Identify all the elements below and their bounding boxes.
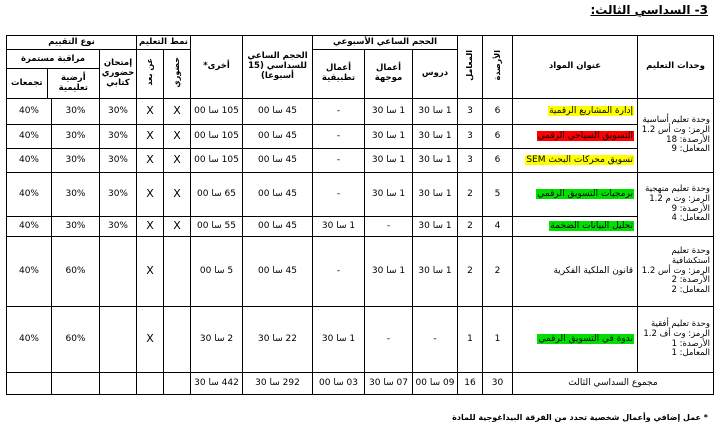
cell-semester: 22 سا 30	[243, 307, 313, 373]
cell-tp: 1 سا 30	[313, 217, 365, 237]
total-tp: 03 سا 00	[313, 373, 365, 395]
cell-td: 1 سا 30	[365, 149, 413, 173]
unit-line: المعامل: 9	[671, 144, 710, 155]
cell-lectures: 1 سا 30	[413, 99, 458, 125]
unit-line: المعامل: 4	[671, 213, 710, 224]
cell-exam: 40%	[7, 149, 52, 173]
unit-line: المعامل: 2	[671, 285, 710, 296]
cell-semester: 45 سا 00	[243, 99, 313, 125]
cell-platform: 30%	[52, 149, 100, 173]
subject-name: تحليل البيانات الضخمة	[550, 221, 633, 232]
cell-distance: X	[137, 99, 164, 125]
cell-platform: 60%	[52, 237, 100, 307]
footnote: * عمل إضافي وأعمال شخصية تحدد من الفرقة البيداغوجية للمادة	[452, 413, 708, 422]
cell-meetings	[100, 307, 137, 373]
cell-credits: 4	[483, 217, 513, 237]
table-row	[7, 125, 714, 149]
cell-distance: X	[137, 149, 164, 173]
header-presential: حضوري	[164, 50, 191, 99]
subject-cell	[513, 217, 638, 237]
header-exam: إمتحان حضوري كتابي	[100, 50, 137, 99]
total-td: 07 سا 30	[365, 373, 413, 395]
cell-exam: 40%	[7, 217, 52, 237]
unit-line: الرمز: وت أس 1.2	[641, 265, 710, 276]
cell-other: 105 سا 00	[191, 99, 243, 125]
total-lectures: 09 سا 00	[413, 373, 458, 395]
header-other: أخرى*	[191, 36, 243, 99]
header-meetings: تجمعات	[11, 77, 43, 88]
unit-line: الرمز: وت أف 1.2	[643, 328, 710, 339]
cell-presential	[164, 307, 191, 373]
cell-coef: 3	[458, 99, 483, 125]
header-weekly: الحجم الساعي الأسبوعي	[313, 36, 458, 50]
header-tp: أعمال تطبيقية	[313, 50, 365, 99]
cell-credits: 6	[483, 99, 513, 125]
table-row	[7, 173, 714, 217]
header-lectures: دروس	[413, 50, 458, 99]
cell-presential: X	[164, 99, 191, 125]
cell-distance: X	[137, 307, 164, 373]
unit-line: الأرصدة: 9	[671, 203, 710, 214]
cell-exam: 40%	[7, 307, 52, 373]
cell-coef: 2	[458, 237, 483, 307]
cell-tp: 1 سا 30	[313, 307, 365, 373]
subject-name: تسويق محركات البحث SEM	[526, 155, 633, 166]
header-credits: الأرصدة	[483, 36, 513, 99]
cell-td: 1 سا 30	[365, 99, 413, 125]
cell-credits: 6	[483, 125, 513, 149]
header-subjects: عنوان المواد	[513, 36, 638, 99]
unit-line: المعامل: 1	[671, 348, 710, 359]
cell-other: 105 سا 00	[191, 125, 243, 149]
cell-exam: 40%	[7, 125, 52, 149]
subject-cell	[513, 125, 638, 149]
cell-platform: 30%	[52, 99, 100, 125]
cell-distance: X	[137, 173, 164, 217]
unit-cell	[638, 173, 714, 237]
unit-line: الأرصدة: 2	[671, 275, 710, 286]
subject-name: إدارة المشاريع الرقمية	[549, 106, 633, 117]
total-credits: 30	[483, 373, 513, 395]
subject-name: ندوة في التسويق الرقمي	[538, 334, 633, 345]
table-row	[7, 307, 714, 373]
header-continuous: مراقبة مستمرة أرضية تعليمية تجمعات	[7, 50, 100, 99]
subject-cell	[513, 237, 638, 307]
cell-other: 5 سا 00	[191, 237, 243, 307]
unit-line: الرمز: وت أس 1.2	[641, 124, 710, 135]
table-row	[7, 99, 714, 125]
total-other: 442 سا 30	[191, 373, 243, 395]
header-platform: أرضية تعليمية	[47, 69, 99, 98]
cell-other: 105 سا 00	[191, 149, 243, 173]
cell-tp: -	[313, 173, 365, 217]
subject-name: التسويق السياحي الرقمي	[537, 131, 633, 142]
cell-presential: X	[164, 217, 191, 237]
cell-tp: -	[313, 99, 365, 125]
cell-meetings: 30%	[100, 149, 137, 173]
cell-td: 1 سا 30	[365, 237, 413, 307]
unit-cell	[638, 307, 714, 373]
table-body	[7, 99, 714, 373]
table-row	[7, 237, 714, 307]
cell-platform: 30%	[52, 125, 100, 149]
total-coef: 16	[458, 373, 483, 395]
cell-coef: 2	[458, 173, 483, 217]
unit-line: الرمز: وت م 1.2	[649, 193, 710, 204]
unit-line: الأرصدة: 1	[671, 338, 710, 349]
cell-tp: -	[313, 237, 365, 307]
cell-semester: 45 سا 00	[243, 149, 313, 173]
cell-distance: X	[137, 237, 164, 307]
cell-credits: 1	[483, 307, 513, 373]
cell-td: 1 سا 30	[365, 125, 413, 149]
cell-meetings: 30%	[100, 99, 137, 125]
subject-name: برمجيات التسويق الرقمي	[537, 189, 633, 200]
cell-tp: -	[313, 149, 365, 173]
cell-coef: 3	[458, 125, 483, 149]
header-distance: عن بعد	[137, 50, 164, 99]
total-semester: 292 سا 30	[243, 373, 313, 395]
table-row-total	[7, 373, 714, 395]
unit-cell	[638, 99, 714, 173]
cell-presential	[164, 237, 191, 307]
cell-coef: 1	[458, 307, 483, 373]
header-mode: نمط التعليم	[137, 36, 191, 50]
section-title: 3- السداسي الثالث:	[590, 3, 708, 17]
cell-distance: X	[137, 125, 164, 149]
total-label: مجموع السداسي الثالث	[513, 373, 714, 395]
cell-meetings: 30%	[100, 173, 137, 217]
unit-line: الأرصدة: 18	[666, 134, 710, 145]
cell-exam: 40%	[7, 173, 52, 217]
cell-lectures: 1 سا 30	[413, 149, 458, 173]
cell-exam: 40%	[7, 99, 52, 125]
cell-other: 55 سا 00	[191, 217, 243, 237]
cell-platform: 60%	[52, 307, 100, 373]
cell-semester: 45 سا 00	[243, 237, 313, 307]
cell-lectures: 1 سا 30	[413, 217, 458, 237]
cell-lectures: 1 سا 30	[413, 125, 458, 149]
header-coef: المعامل	[458, 36, 483, 99]
cell-lectures: 1 سا 30	[413, 237, 458, 307]
subject-cell	[513, 99, 638, 125]
cell-td: -	[365, 217, 413, 237]
cell-td: -	[365, 307, 413, 373]
cell-td: 1 سا 30	[365, 173, 413, 217]
cell-semester: 45 سا 00	[243, 173, 313, 217]
subject-cell	[513, 149, 638, 173]
header-semester: الحجم الساعي للسداسي (15 أسبوعا)	[243, 36, 313, 99]
cell-platform: 30%	[52, 217, 100, 237]
cell-lectures: 1 سا 30	[413, 173, 458, 217]
cell-other: 65 سا 00	[191, 173, 243, 217]
cell-presential: X	[164, 173, 191, 217]
subject-cell	[513, 173, 638, 217]
cell-presential: X	[164, 149, 191, 173]
cell-credits: 6	[483, 149, 513, 173]
unit-line: وحدة تعليم أفقية	[650, 318, 710, 329]
cell-meetings: 30%	[100, 125, 137, 149]
unit-line: وحدة تعليم منهجية	[645, 183, 710, 194]
cell-semester: 45 سا 00	[243, 217, 313, 237]
unit-line: وحدة تعليم استكشافية	[671, 246, 710, 266]
unit-line: وحدة تعليم أساسية	[642, 114, 710, 125]
cell-meetings: 30%	[100, 217, 137, 237]
cell-credits: 2	[483, 237, 513, 307]
cell-credits: 5	[483, 173, 513, 217]
cell-presential: X	[164, 125, 191, 149]
semester-table	[6, 35, 714, 395]
cell-coef: 3	[458, 149, 483, 173]
header-eval-type: نوع التقييم	[7, 36, 137, 50]
cell-distance: X	[137, 217, 164, 237]
cell-other: 2 سا 30	[191, 307, 243, 373]
header-td: أعمال موجهة	[365, 50, 413, 99]
subject-name: قانون الملكية الفكرية	[553, 266, 633, 277]
subject-cell	[513, 307, 638, 373]
table-row	[7, 217, 714, 237]
cell-tp: -	[313, 125, 365, 149]
cell-platform: 30%	[52, 173, 100, 217]
cell-meetings	[100, 237, 137, 307]
cell-semester: 45 سا 00	[243, 125, 313, 149]
cell-lectures: -	[413, 307, 458, 373]
table-row	[7, 149, 714, 173]
cell-exam: 40%	[7, 237, 52, 307]
header-units: وحدات التعليم	[638, 36, 714, 99]
cell-coef: 2	[458, 217, 483, 237]
unit-cell	[638, 237, 714, 307]
